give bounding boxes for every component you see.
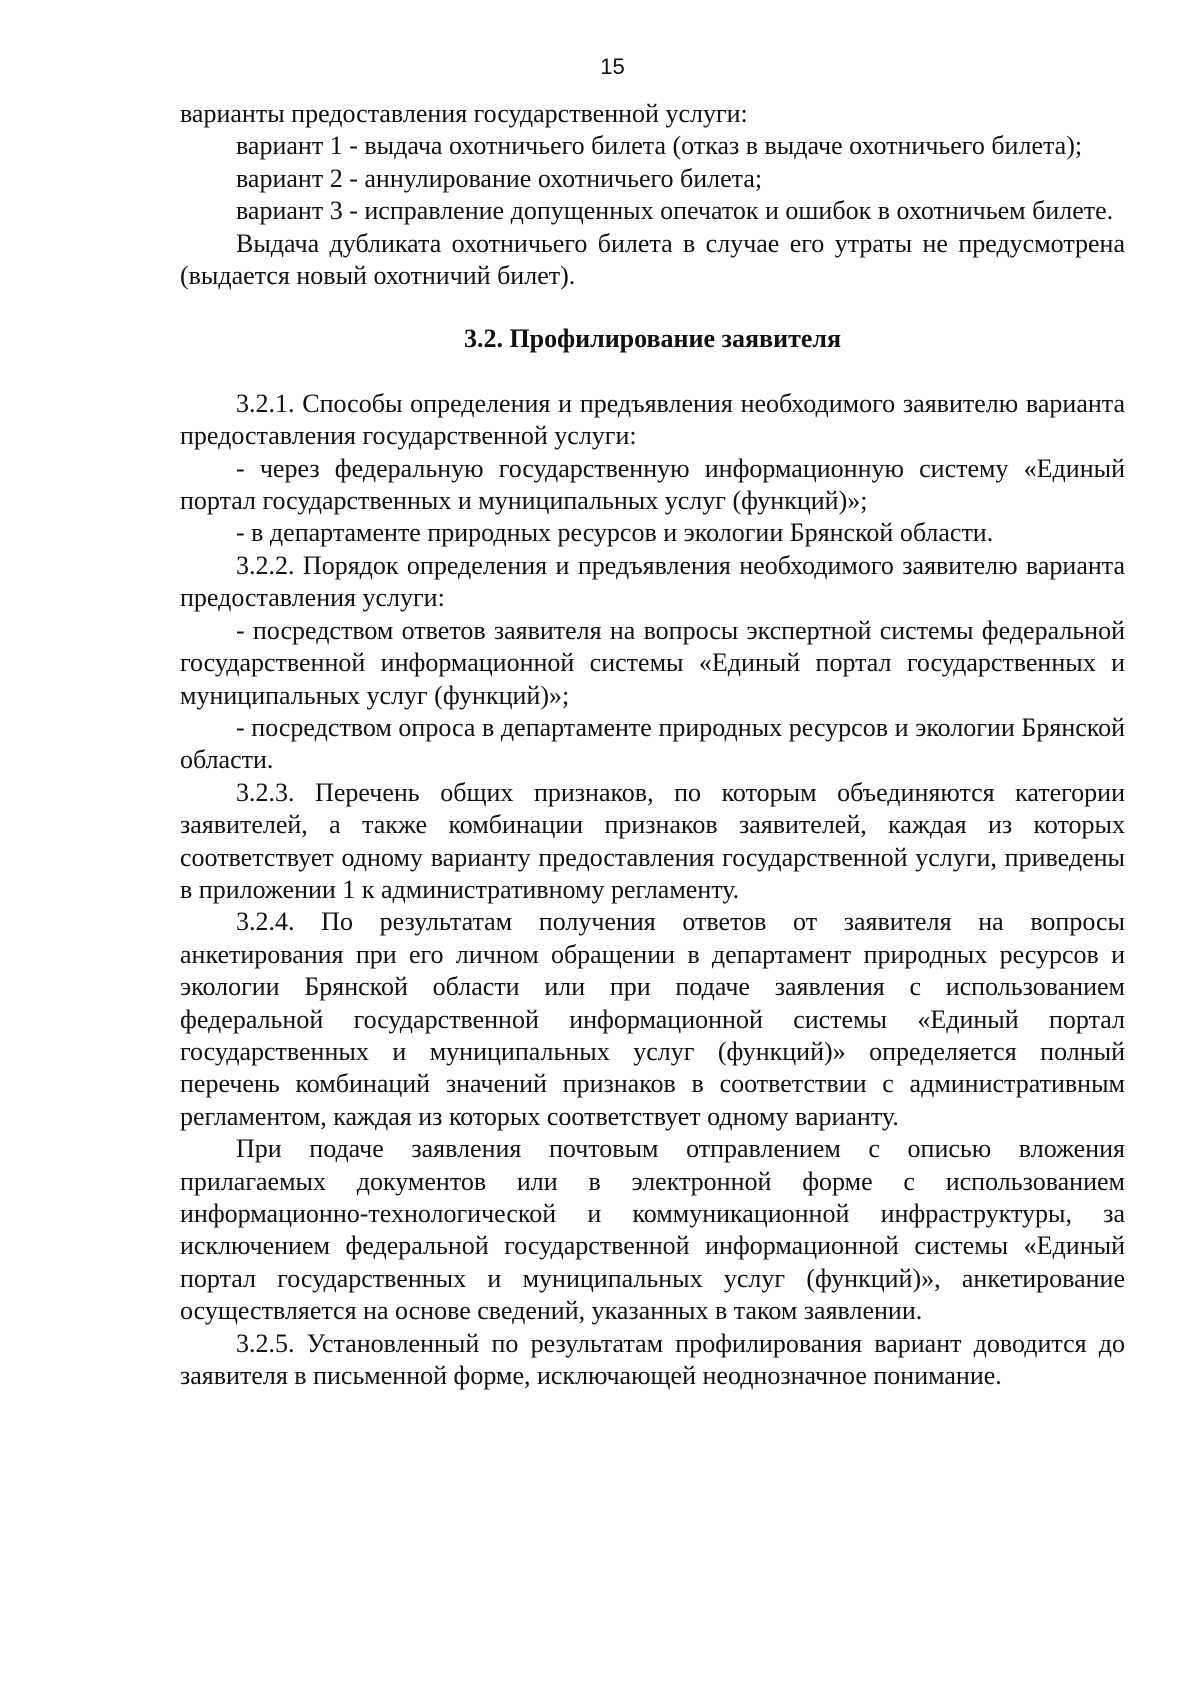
document-body xyxy=(180,98,1125,1392)
paragraph: - посредством опроса в департаменте природных ресурсов и экологии Брянской области. xyxy=(180,712,1125,775)
paragraph: 3.2.5. Установленный по результатам профилирования вариант доводится до заявителя в письменной форме, исключающей неоднозначное понимание. xyxy=(180,1328,1125,1391)
paragraph: При подаче заявления почтовым отправлением с описью вложения прилагаемых документов или в электронной форме с использованием информационно-технологической и коммуникационной инфраструктуры, за исключением федеральной государственной информационной системы «Единый портал государственных и муниципальных услуг (функций)», анкетирование осуществляется на основе сведений, указанных в таком заявлении. xyxy=(180,1134,1125,1326)
paragraph: вариант 3 - исправление допущенных опечаток и ошибок в охотничьем билете. xyxy=(236,196,1114,226)
paragraph: вариант 2 - аннулирование охотничьего билета; xyxy=(236,163,763,193)
paragraph: 3.2.3. Перечень общих признаков, по которым объединяются категории заявителей, а также комбинации признаков заявителей, каждая из которых соответствует одному варианту предоставления государственной услуги, приведены в приложении 1 к административному регламенту. xyxy=(180,777,1125,904)
paragraph: - через федеральную государственную информационную систему «Единый портал государственных и муниципальных услуг (функций)»; xyxy=(180,453,1125,516)
section-heading: 3.2. Профилирование заявителя xyxy=(463,324,842,354)
paragraph: - в департаменте природных ресурсов и экологии Брянской области. xyxy=(236,518,994,548)
paragraph: 3.2.2. Порядок определения и предъявления необходимого заявителю варианта предоставления услуги: xyxy=(180,550,1125,613)
paragraph: 3.2.1. Способы определения и предъявления необходимого заявителю варианта предоставления государственной услуги: xyxy=(180,388,1125,451)
paragraph: 3.2.4. По результатам получения ответов от заявителя на вопросы анкетирования при его личном обращении в департамент природных ресурсов и экологии Брянской области или при подаче заявления с использованием федеральной государственной информационной системы «Единый портал государственных и муниципальных услуг (функций)» определяется полный перечень комбинаций значений признаков в соответствии с административным регламентом, каждая из которых соответствует одному варианту. xyxy=(180,907,1125,1131)
page-number: 15 xyxy=(600,54,625,79)
paragraph: Выдача дубликата охотничьего билета в случае его утраты не предусмотрена (выдается новый охотничий билет). xyxy=(180,228,1125,291)
paragraph: вариант 1 - выдача охотничьего билета (отказ в выдаче охотничьего билета); xyxy=(236,131,1083,161)
paragraph: варианты предоставления государственной услуги: xyxy=(180,99,748,128)
paragraph: - посредством ответов заявителя на вопросы экспертной системы федеральной государственной информационной системы «Единый портал государственных и муниципальных услуг (функций)»; xyxy=(180,615,1125,710)
